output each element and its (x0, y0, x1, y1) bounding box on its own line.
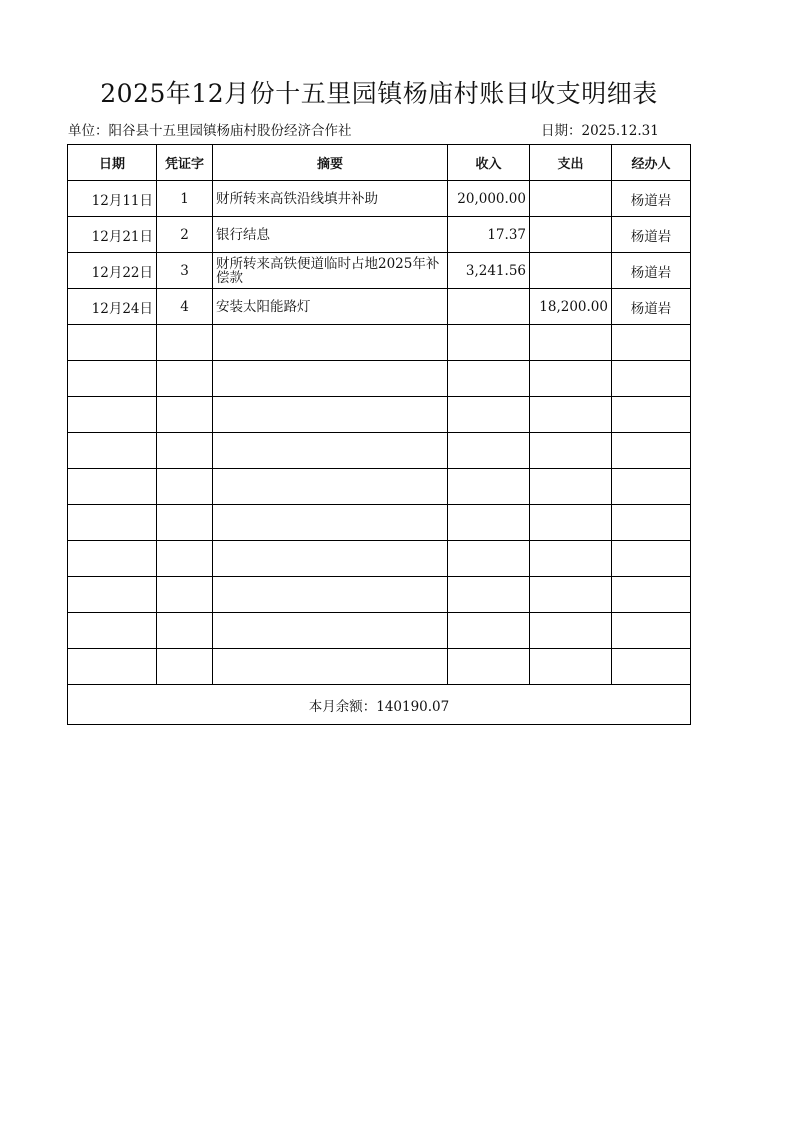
cell-expense (530, 577, 612, 613)
cell-summary (213, 433, 448, 469)
cell-summary: 财所转来高铁沿线填井补助 (213, 181, 448, 217)
cell-expense (530, 433, 612, 469)
cell-date (68, 433, 157, 469)
cell-voucher: 3 (157, 253, 213, 289)
cell-summary: 安装太阳能路灯 (213, 289, 448, 325)
cell-expense (530, 469, 612, 505)
cell-summary (213, 469, 448, 505)
table-row (68, 469, 691, 505)
cell-handler: 杨道岩 (612, 217, 691, 253)
cell-income (448, 361, 530, 397)
cell-voucher (157, 433, 213, 469)
cell-income (448, 289, 530, 325)
cell-summary (213, 361, 448, 397)
cell-voucher: 4 (157, 289, 213, 325)
cell-handler (612, 397, 691, 433)
cell-income (448, 505, 530, 541)
table-row (68, 289, 691, 325)
cell-income (448, 325, 530, 361)
header-income: 收入 (448, 145, 530, 181)
cell-summary (213, 541, 448, 577)
cell-income (448, 541, 530, 577)
cell-date (68, 649, 157, 685)
cell-date: 12月11日 (68, 181, 157, 217)
cell-expense: 18,200.00 (530, 289, 612, 325)
cell-expense (530, 649, 612, 685)
header-expense: 支出 (530, 145, 612, 181)
cell-date (68, 361, 157, 397)
cell-date (68, 469, 157, 505)
cell-handler (612, 541, 691, 577)
cell-voucher (157, 469, 213, 505)
table-row (68, 217, 691, 253)
table-row (68, 649, 691, 685)
table-row (68, 613, 691, 649)
cell-summary (213, 505, 448, 541)
cell-voucher: 1 (157, 181, 213, 217)
cell-handler (612, 649, 691, 685)
cell-date: 12月22日 (68, 253, 157, 289)
cell-expense (530, 181, 612, 217)
cell-date (68, 397, 157, 433)
header-voucher: 凭证字 (157, 145, 213, 181)
cell-income (448, 397, 530, 433)
table-row (68, 253, 691, 289)
cell-expense (530, 541, 612, 577)
cell-handler (612, 469, 691, 505)
cell-handler (612, 433, 691, 469)
table-row (68, 361, 691, 397)
cell-summary (213, 613, 448, 649)
cell-handler (612, 577, 691, 613)
cell-summary (213, 577, 448, 613)
cell-summary (213, 325, 448, 361)
cell-handler (612, 325, 691, 361)
page-title: 2025年12月份十五里园镇杨庙村账目收支明细表 (100, 79, 658, 108)
cell-date: 12月24日 (68, 289, 157, 325)
cell-expense (530, 361, 612, 397)
cell-income: 20,000.00 (448, 181, 530, 217)
cell-handler (612, 613, 691, 649)
cell-income (448, 613, 530, 649)
cell-date (68, 577, 157, 613)
cell-voucher (157, 397, 213, 433)
cell-voucher (157, 325, 213, 361)
cell-voucher: 2 (157, 217, 213, 253)
cell-income: 3,241.56 (448, 253, 530, 289)
date-label: 日期：2025.12.31 (541, 123, 659, 139)
table-row (68, 541, 691, 577)
month-balance: 本月余额：140190.07 (68, 685, 691, 725)
cell-income (448, 433, 530, 469)
table-row (68, 505, 691, 541)
unit-label: 单位：阳谷县十五里园镇杨庙村股份经济合作社 (68, 123, 352, 139)
cell-income (448, 577, 530, 613)
cell-date (68, 613, 157, 649)
cell-handler (612, 505, 691, 541)
cell-summary: 银行结息 (213, 217, 448, 253)
cell-voucher (157, 361, 213, 397)
cell-date (68, 325, 157, 361)
header-summary: 摘要 (213, 145, 448, 181)
cell-expense (530, 217, 612, 253)
cell-handler: 杨道岩 (612, 181, 691, 217)
cell-voucher (157, 649, 213, 685)
cell-handler (612, 361, 691, 397)
cell-voucher (157, 613, 213, 649)
cell-date (68, 541, 157, 577)
cell-expense (530, 613, 612, 649)
cell-summary: 财所转来高铁便道临时占地2025年补偿款 (213, 253, 448, 289)
header-date: 日期 (68, 145, 157, 181)
cell-voucher (157, 577, 213, 613)
balance-row (68, 685, 691, 725)
cell-income (448, 649, 530, 685)
cell-date (68, 505, 157, 541)
header-handler: 经办人 (612, 145, 691, 181)
cell-summary (213, 397, 448, 433)
cell-voucher (157, 505, 213, 541)
cell-handler: 杨道岩 (612, 253, 691, 289)
cell-handler: 杨道岩 (612, 289, 691, 325)
table-row (68, 181, 691, 217)
cell-income: 17.37 (448, 217, 530, 253)
cell-expense (530, 397, 612, 433)
cell-expense (530, 325, 612, 361)
cell-voucher (157, 541, 213, 577)
cell-income (448, 469, 530, 505)
cell-expense (530, 505, 612, 541)
cell-date: 12月21日 (68, 217, 157, 253)
header-row (68, 145, 691, 181)
table-row (68, 577, 691, 613)
table-row (68, 397, 691, 433)
table-row (68, 325, 691, 361)
cell-summary (213, 649, 448, 685)
ledger-table (67, 144, 691, 725)
cell-expense (530, 253, 612, 289)
table-row (68, 433, 691, 469)
